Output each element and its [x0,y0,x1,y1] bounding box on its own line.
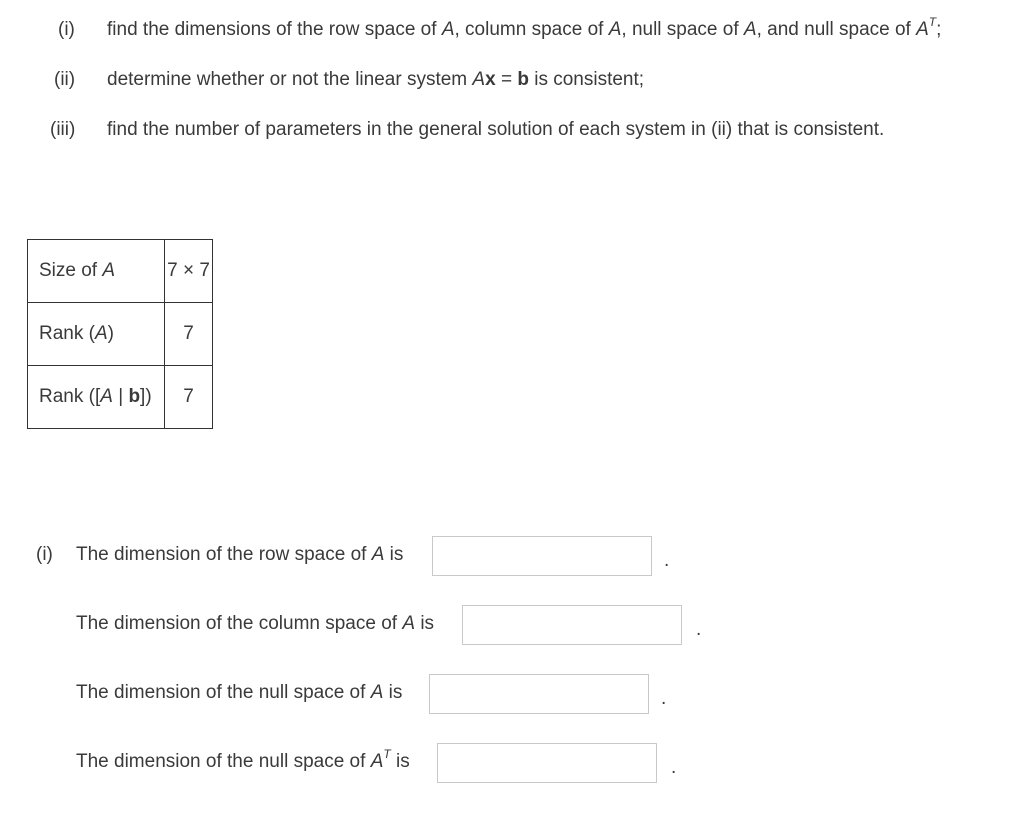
instruction-marker-iii: (iii) [50,119,76,140]
row-space-question: The dimension of the row space of A is [76,544,404,565]
period: . [664,550,670,571]
part-i-marker: (i) [36,544,53,565]
size-label: Size of A [28,240,165,303]
size-value: 7 × 7 [165,240,213,303]
null-space-transpose-answer-input[interactable] [437,743,657,783]
null-space-transpose-question: The dimension of the null space of $A^T$ is [76,747,410,772]
period: . [661,688,667,709]
rank-value: 7 [165,303,213,366]
instruction-text-iii: find the number of parameters in the general solution of each system in (ii) that is consistent. [107,119,885,140]
table-row [28,303,213,366]
null-space-answer-input[interactable] [429,674,649,714]
column-space-question: The dimension of the column space of A is [76,613,435,634]
instruction-text-ii: determine whether or not the linear system Ax = b is consistent; [107,69,645,90]
period: . [671,757,677,778]
period: . [696,619,702,640]
augmented-rank-value: 7 [165,366,213,429]
matrix-info-table [27,239,213,429]
table-row [28,366,213,429]
rank-label: Rank (A) [28,303,165,366]
null-space-question: The dimension of the null space of A is [76,682,403,703]
instruction-marker-i: (i) [58,19,75,40]
row-space-answer-input[interactable] [432,536,652,576]
instruction-marker-ii: (ii) [54,69,76,90]
augmented-rank-label: Rank ([A | b]) [28,366,165,429]
table-row [28,240,213,303]
instruction-text-i: find the dimensions of the row space of A, column space of A, null space of A, and null space of $A^T$; [107,15,942,40]
column-space-answer-input[interactable] [462,605,682,645]
